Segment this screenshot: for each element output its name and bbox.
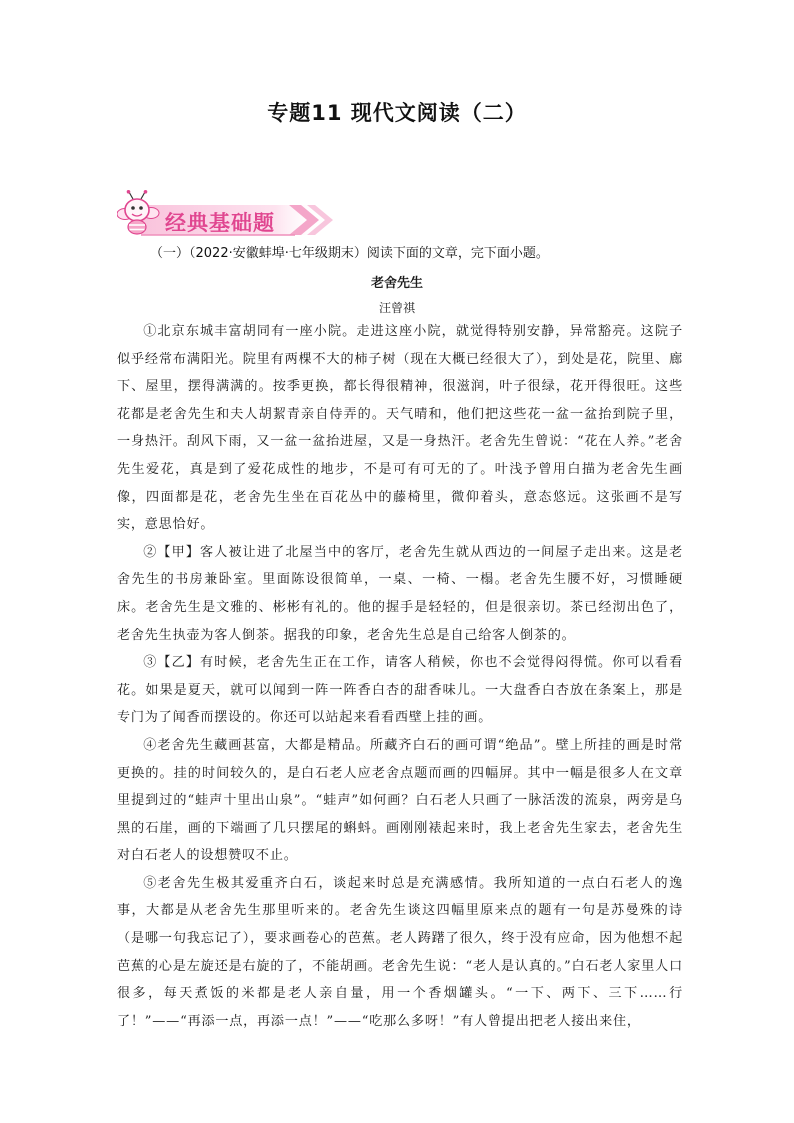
paragraph-4: ④老舍先生藏画甚富，大都是精品。所藏齐白石的画可谓“绝品”。壁上所挂的画是时常更换的。挂的时间较久的，是白石老人应老舍点题而画的四幅屏。其中一幅是很多人在文章里提到过的“蛙声十里出山泉”。“蛙声”如何画？白石老人只画了一脉活泼的流泉，两旁是乌黑的石崖，画的下端画了几只摆尾的蝌蚪。画刚刚裱起来时，我上老舍先生家去，老舍先生对白石老人的设想赞叹不止。 (117, 737, 683, 864)
section-banner (115, 190, 345, 238)
paragraph-2: ②【甲】客人被让进了北屋当中的客厅，老舍先生就从西边的一间屋子走出来。这是老舍先生的书房兼卧室。里面陈设很简单，一桌、一椅、一榻。老舍先生腰不好，习惯睡硬床。老舍先生是文雅的、彬彬有礼的。他的握手是轻轻的，但是很亲切。茶已经沏出色了，老舍先生执壶为客人倒茶。据我的印象，老舍先生总是自己给客人倒茶的。 (117, 544, 683, 643)
article-author: 汪曾祺 (378, 301, 415, 315)
paragraph-3: ③【乙】有时候，老舍先生正在工作，请客人稍候，你也不会觉得闷得慌。你可以看看花。如果是夏天，就可以闻到一阵一阵香白杏的甜香味儿。一大盘香白杏放在条案上，那是专门为了闻香而摆设的。你还可以站起来看看西壁上挂的画。 (117, 655, 683, 726)
bee-mascot-icon (117, 190, 161, 236)
section-banner-label: 经典基础题 (165, 211, 275, 235)
article-title: 老舍先生 (370, 276, 423, 291)
paragraph-1: ①北京东城丰富胡同有一座小院。走进这座小院，就觉得特别安静，异常豁亮。这院子似乎经常布满阳光。院里有两棵不大的柿子树（现在大概已经很大了），到处是花，院里、廊下、屋里，摆得满满的。按季更换，都长得很精神，很滋润，叶子很绿，花开得很旺。这些花都是老舍先生和夫人胡絜青亲自侍弄的。天气晴和，他们把这些花一盆一盆抬到院子里，一身热汗。刮风下雨，又一盆一盆抬进屋，又是一身热汗。老舍先生曾说：“花在人养。”老舍先生爱花，真是到了爱花成性的地步，不是可有可无的了。叶浅予曾用白描为老舍先生画像，四面都是花，老舍先生坐在百花丛中的藤椅里，微仰着头，意态悠远。这张画不是写实，意思恰好。 (117, 324, 683, 533)
document-title: 专题11 现代文阅读（二） (267, 101, 527, 125)
article-body (117, 318, 683, 1035)
paragraph-5: ⑤老舍先生极其爱重齐白石，谈起来时总是充满感情。我所知道的一点白石老人的逸事，大都是从老舍先生那里听来的。老舍先生谈这四幅里原来点的题有一句是苏曼殊的诗（是哪一句我忘记了），要求画卷心的芭蕉。老人踌躇了很久，终于没有应命，因为他想不起芭蕉的心是左旋还是右旋的了，不能胡画。老舍先生说：“老人是认真的。”白石老人家里人口很多，每天煮饭的米都是老人亲自量，用一个香烟罐头。“一下、两下、三下……行了！”——“再添一点，再添一点！”——“吃那么多呀！”有人曾提出把老人接出来住， (117, 875, 683, 1029)
question-intro: （一）（2022·安徽蚌埠·七年级期末）阅读下面的文章，完下面小题。 (150, 246, 549, 261)
